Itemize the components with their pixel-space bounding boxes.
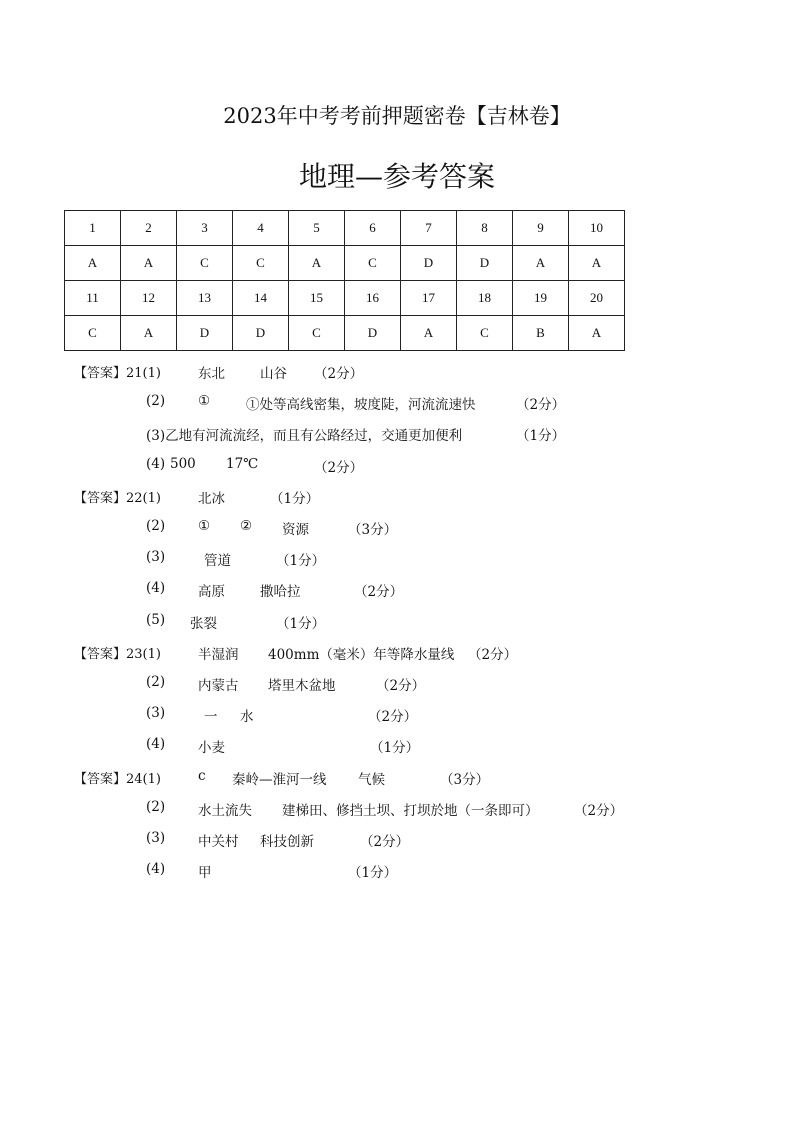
question-number-cell: 20 [569, 281, 625, 316]
answer-cell: A [569, 316, 625, 351]
q23-header: 【答案】23(1) [74, 647, 161, 662]
answer-cell: C [65, 316, 121, 351]
q21-header: 【答案】21(1) [74, 366, 161, 381]
q21-p1-score: （2分） [314, 366, 364, 382]
q22-p1-answer: 北冰 [198, 491, 225, 507]
q21-p2-label: (2) [146, 393, 166, 409]
q22-p2-score: （3分） [348, 522, 398, 538]
question-number-cell: 9 [513, 211, 569, 246]
q24-p4-label: (4) [146, 861, 166, 877]
answer-cell: B [513, 316, 569, 351]
question-number-cell: 17 [401, 281, 457, 316]
q24-p3-label: (3) [146, 830, 166, 846]
answer-cell: A [121, 246, 177, 281]
q23-p3-label: (3) [146, 705, 166, 721]
answer-cell: A [401, 316, 457, 351]
answer-cell: A [289, 246, 345, 281]
answer-cell: D [457, 246, 513, 281]
q23-p1-answer-b: 400mm（毫米）年等降水量线 [268, 647, 455, 663]
q24-p2-answer-b: 建梯田、修挡土坝、打坝於地（一条即可） [282, 803, 539, 819]
q22-p2-answer-c: 资源 [282, 522, 309, 538]
q24-p1-answer-a: c [198, 768, 206, 784]
question-number-cell: 16 [345, 281, 401, 316]
q21-p4-label: (4) [146, 456, 166, 472]
question-number-cell: 13 [177, 281, 233, 316]
q22-p2-answer-a: ① [198, 518, 211, 534]
answer-cell: D [233, 316, 289, 351]
q22-p3-score: （1分） [276, 553, 326, 569]
q24-p1-answer-b: 秦岭—淮河一线 [232, 772, 327, 788]
answer-cell: A [121, 316, 177, 351]
question-number-cell: 19 [513, 281, 569, 316]
q24-p3-score: （2分） [360, 834, 410, 850]
answer-cell: D [345, 316, 401, 351]
answer-cell: C [345, 246, 401, 281]
q22-p5-answer: 张裂 [190, 616, 217, 632]
q24-p4-answer: 甲 [198, 865, 212, 881]
q22-p4-label: (4) [146, 580, 166, 596]
answer-row [65, 316, 625, 351]
q24-p1-answer-c: 气候 [358, 772, 385, 788]
question-number-cell: 8 [457, 211, 513, 246]
q23-p2-answer-b: 塔里木盆地 [268, 678, 336, 694]
q21-p2-answer-b: ①处等高线密集，坡度陡，河流流速快 [246, 397, 476, 413]
q22-p3-label: (3) [146, 549, 166, 565]
q24-p2-answer-a: 水土流失 [198, 803, 252, 819]
q23-p4-label: (4) [146, 736, 166, 752]
question-number-cell: 11 [65, 281, 121, 316]
q22-header: 【答案】22(1) [74, 491, 161, 506]
question-number-row [65, 281, 625, 316]
q21-p3-score: （1分） [516, 428, 566, 444]
answer-cell: A [569, 246, 625, 281]
q23-p1-score: （2分） [468, 647, 518, 663]
question-number-cell: 10 [569, 211, 625, 246]
q21-p4-answer-b: 17℃ [226, 456, 259, 472]
question-number-row [65, 211, 625, 246]
q21-p2-score: （2分） [516, 397, 566, 413]
answer-cell: D [177, 316, 233, 351]
q22-p5-label: (5) [146, 612, 166, 628]
q24-p3-answer-a: 中关村 [198, 834, 239, 850]
q24-p3-answer-b: 科技创新 [260, 834, 314, 850]
q24-p1-score: （3分） [440, 772, 490, 788]
question-number-cell: 18 [457, 281, 513, 316]
answer-cell: C [457, 316, 513, 351]
question-number-cell: 15 [289, 281, 345, 316]
q22-p5-score: （1分） [276, 616, 326, 632]
question-number-cell: 2 [121, 211, 177, 246]
answer-cell: C [177, 246, 233, 281]
q23-p4-score: （1分） [370, 740, 420, 756]
question-number-cell: 1 [65, 211, 121, 246]
q21-p1-answer-b: 山谷 [260, 366, 287, 382]
q24-header: 【答案】24(1) [74, 772, 161, 787]
q23-p2-label: (2) [146, 674, 166, 690]
q22-p2-answer-b: ② [240, 518, 253, 534]
answer-cell: C [233, 246, 289, 281]
q24-p4-score: （1分） [348, 865, 398, 881]
q21-p1-answer-a: 东北 [198, 366, 225, 382]
answer-row [65, 246, 625, 281]
question-number-cell: 12 [121, 281, 177, 316]
q22-p4-answer-a: 高原 [198, 584, 225, 600]
q24-p2-score: （2分） [574, 803, 624, 819]
question-number-cell: 4 [233, 211, 289, 246]
question-number-cell: 7 [401, 211, 457, 246]
q22-p3-answer: 管道 [204, 553, 231, 569]
q21-p4-answer-a: 500 [170, 456, 196, 472]
question-number-cell: 6 [345, 211, 401, 246]
answer-cell: A [513, 246, 569, 281]
q21-p3-answer: (3)乙地有河流流经，而且有公路经过，交通更加便利 [146, 428, 463, 444]
q23-p3-score: （2分） [368, 709, 418, 725]
choice-answer-table [64, 210, 625, 351]
q23-p3-answer-b: 水 [240, 709, 254, 725]
question-number-cell: 5 [289, 211, 345, 246]
page-title: 2023年中考考前押题密卷【吉林卷】 [223, 104, 571, 128]
question-number-cell: 14 [233, 281, 289, 316]
q22-p4-answer-b: 撒哈拉 [260, 584, 301, 600]
q22-p2-label: (2) [146, 518, 166, 534]
q22-p1-score: （1分） [270, 491, 320, 507]
page-subtitle: 地理—参考答案 [298, 160, 495, 193]
q23-p2-answer-a: 内蒙古 [198, 678, 239, 694]
q23-p1-answer-a: 半湿润 [198, 647, 239, 663]
q23-p3-answer-a: 一 [204, 709, 218, 725]
q22-p4-score: （2分） [354, 584, 404, 600]
q23-p2-score: （2分） [376, 678, 426, 694]
answer-cell: A [65, 246, 121, 281]
answer-cell: D [401, 246, 457, 281]
question-number-cell: 3 [177, 211, 233, 246]
q23-p4-answer: 小麦 [198, 740, 225, 756]
q24-p2-label: (2) [146, 799, 166, 815]
q21-p2-answer-a: ① [198, 393, 211, 409]
q21-p4-score: （2分） [314, 460, 364, 476]
answer-cell: C [289, 316, 345, 351]
